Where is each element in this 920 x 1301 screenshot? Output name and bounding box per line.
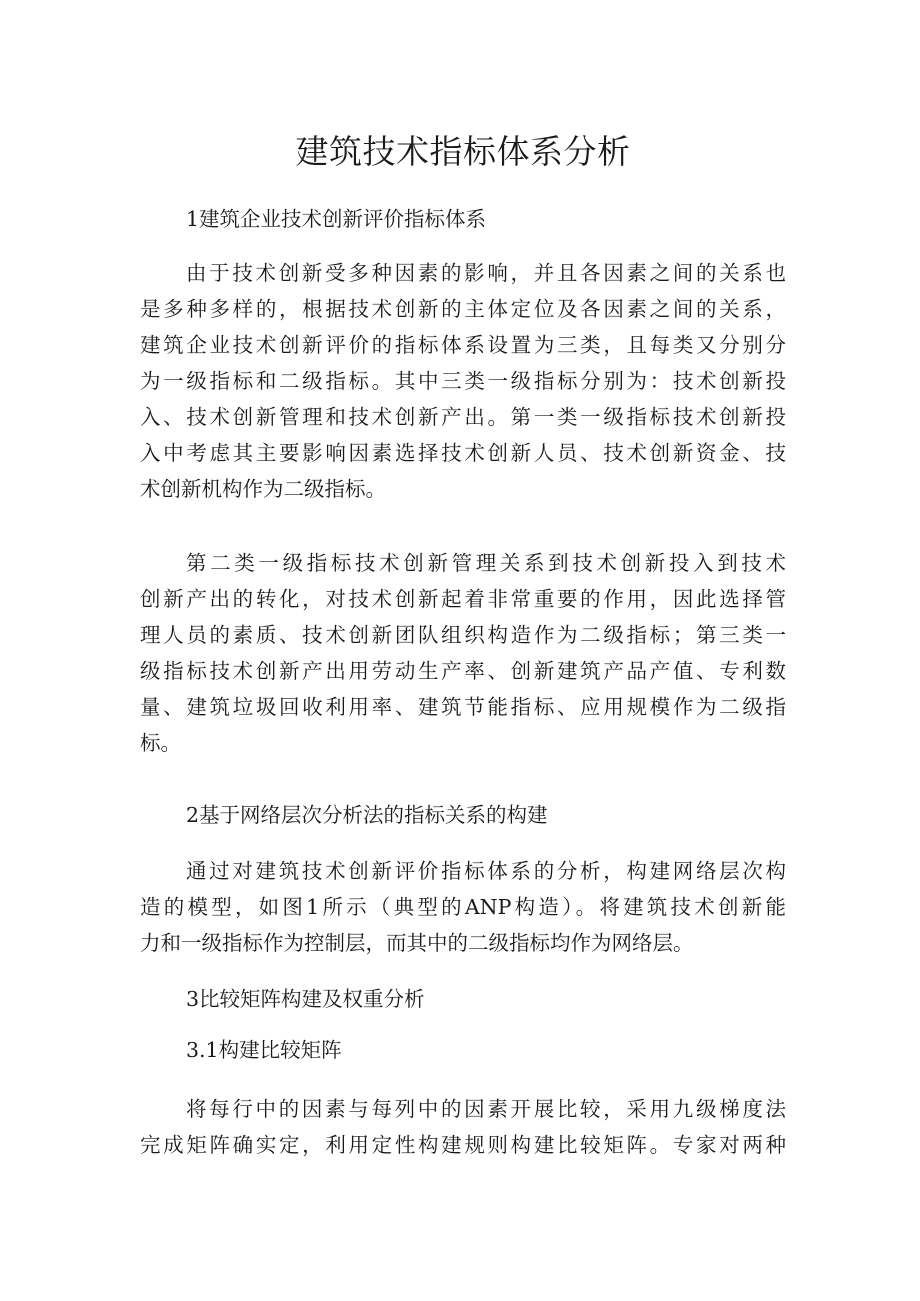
section-heading-2: 2基于网络层次分析法的指标关系的构建	[186, 803, 548, 827]
paragraph-line: 由于技术创新受多种因素的影响，并且各因素之间的关系也	[186, 261, 786, 285]
paragraph-line: 是多种多样的，根据技术创新的主体定位及各因素之间的关系，	[140, 297, 786, 321]
paragraph-line: 完成矩阵确实定，利用定性构建规则构建比较矩阵。专家对两种	[140, 1133, 786, 1157]
paragraph-line: 入中考虑其主要影响因素选择技术创新人员、技术创新资金、技	[140, 441, 786, 465]
paragraph-line: 理人员的素质、技术创新团队组织构造作为二级指标；第三类一	[140, 623, 786, 647]
paragraph-line: 术创新机构作为二级指标。	[140, 477, 386, 501]
paragraph-line: 量、建筑垃圾回收利用率、建筑节能指标、应用规模作为二级指	[140, 695, 786, 719]
section-heading-1: 1建筑企业技术创新评价指标体系	[186, 207, 487, 231]
paragraph-line: 造的模型，如图1所示（典型的ANP构造）。将建筑技术创新能	[140, 895, 786, 919]
paragraph-line: 为一级指标和二级指标。其中三类一级指标分别为：技术创新投	[140, 369, 786, 393]
document-title: 建筑技术指标体系分析	[295, 132, 631, 171]
paragraph-line: 创新产出的转化，对技术创新起着非常重要的作用，因此选择管	[140, 587, 786, 611]
paragraph-line: 级指标技术创新产出用劳动生产率、创新建筑产品产值、专利数	[140, 659, 786, 683]
paragraph-line: 通过对建筑技术创新评价指标体系的分析，构建网络层次构	[186, 859, 786, 883]
section-heading-3-1: 3.1构建比较矩阵	[186, 1038, 342, 1062]
section-heading-3: 3比较矩阵构建及权重分析	[186, 987, 425, 1011]
paragraph-line: 建筑企业技术创新评价的指标体系设置为三类，且每类又分别分	[140, 333, 786, 357]
paragraph-line: 第二类一级指标技术创新管理关系到技术创新投入到技术	[186, 551, 786, 575]
paragraph-line: 入、技术创新管理和技术创新产出。第一类一级指标技术创新投	[140, 405, 786, 429]
paragraph-line: 将每行中的因素与每列中的因素开展比较，采用九级梯度法	[186, 1097, 786, 1121]
paragraph-line: 力和一级指标作为控制层，而其中的二级指标均作为网络层。	[140, 931, 694, 955]
paragraph-line: 标。	[140, 731, 181, 755]
